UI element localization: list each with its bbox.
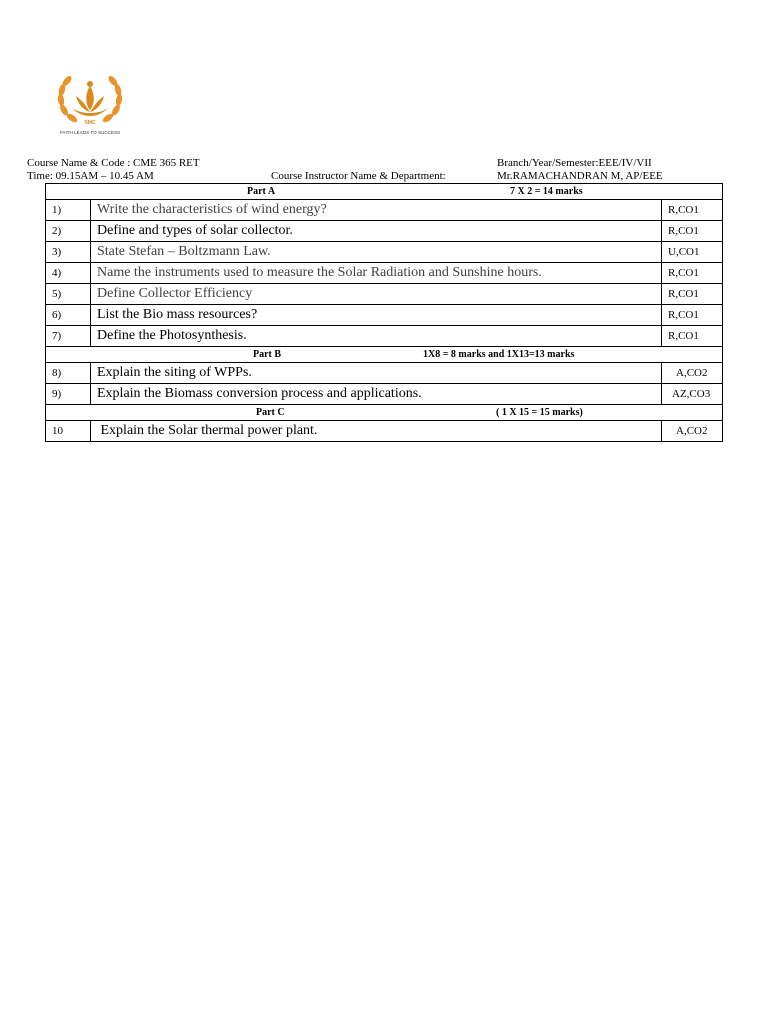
exam-time: Time: 09.15AM – 10.45 AM: [27, 170, 154, 182]
table-row: [46, 200, 723, 221]
part-c-title: Part C: [256, 407, 285, 418]
table-row: [46, 284, 723, 305]
question-text: Define Collector Efficiency: [91, 284, 662, 305]
table-row: [46, 363, 723, 384]
question-number: 1): [46, 200, 91, 221]
question-tag: R,CO1: [662, 326, 723, 347]
lotus-laurel-logo-icon: [52, 66, 128, 138]
question-text: State Stefan – Boltzmann Law.: [91, 242, 662, 263]
table-row: [46, 384, 723, 405]
part-a-title: Part A: [247, 186, 276, 197]
question-number: 10: [46, 421, 91, 442]
question-tag: A,CO2: [662, 421, 723, 442]
branch-year-semester: Branch/Year/Semester:EEE/IV/VII: [497, 157, 652, 169]
question-number: 5): [46, 284, 91, 305]
question-table: [45, 183, 723, 442]
part-b-title: Part B: [253, 349, 282, 360]
part-b-header: [46, 347, 723, 363]
table-row: [46, 242, 723, 263]
question-text: List the Bio mass resources?: [91, 305, 662, 326]
question-number: 4): [46, 263, 91, 284]
table-row: [46, 326, 723, 347]
question-tag: U,CO1: [662, 242, 723, 263]
question-text: Write the characteristics of wind energy?: [91, 200, 662, 221]
instructor-label: Course Instructor Name & Department:: [271, 170, 446, 182]
institution-logo: [52, 66, 128, 138]
question-number: 8): [46, 363, 91, 384]
question-number: 2): [46, 221, 91, 242]
part-c-header: [46, 405, 723, 421]
question-number: 3): [46, 242, 91, 263]
question-tag: R,CO1: [662, 221, 723, 242]
table-row: [46, 263, 723, 284]
table-row: [46, 221, 723, 242]
question-text: Define the Photosynthesis.: [91, 326, 662, 347]
question-tag: R,CO1: [662, 284, 723, 305]
course-name-code: Course Name & Code : CME 365 RET: [27, 157, 200, 169]
table-row: [46, 305, 723, 326]
part-a-header: [46, 184, 723, 200]
question-number: 9): [46, 384, 91, 405]
question-tag: R,CO1: [662, 200, 723, 221]
question-number: 6): [46, 305, 91, 326]
question-number: 7): [46, 326, 91, 347]
question-text: Explain the Biomass conversion process and applications.: [91, 384, 662, 405]
question-text: Define and types of solar collector.: [91, 221, 662, 242]
table-row: [46, 421, 723, 442]
question-text: Explain the siting of WPPs.: [91, 363, 662, 384]
question-text: Explain the Solar thermal power plant.: [91, 421, 662, 442]
part-c-marks: ( 1 X 15 = 15 marks): [496, 407, 583, 418]
question-tag: AZ,CO3: [662, 384, 723, 405]
question-tag: A,CO2: [662, 363, 723, 384]
svg-text:SMC: SMC: [84, 120, 96, 126]
question-tag: R,CO1: [662, 263, 723, 284]
instructor-name: Mr.RAMACHANDRAN M, AP/EEE: [497, 170, 663, 182]
logo-tagline: FAITH LEADS TO SUCCESS: [59, 130, 121, 135]
part-a-marks: 7 X 2 = 14 marks: [510, 186, 583, 197]
part-b-marks: 1X8 = 8 marks and 1X13=13 marks: [423, 349, 575, 360]
question-text: Name the instruments used to measure the Solar Radiation and Sunshine hours.: [91, 263, 662, 284]
question-tag: R,CO1: [662, 305, 723, 326]
